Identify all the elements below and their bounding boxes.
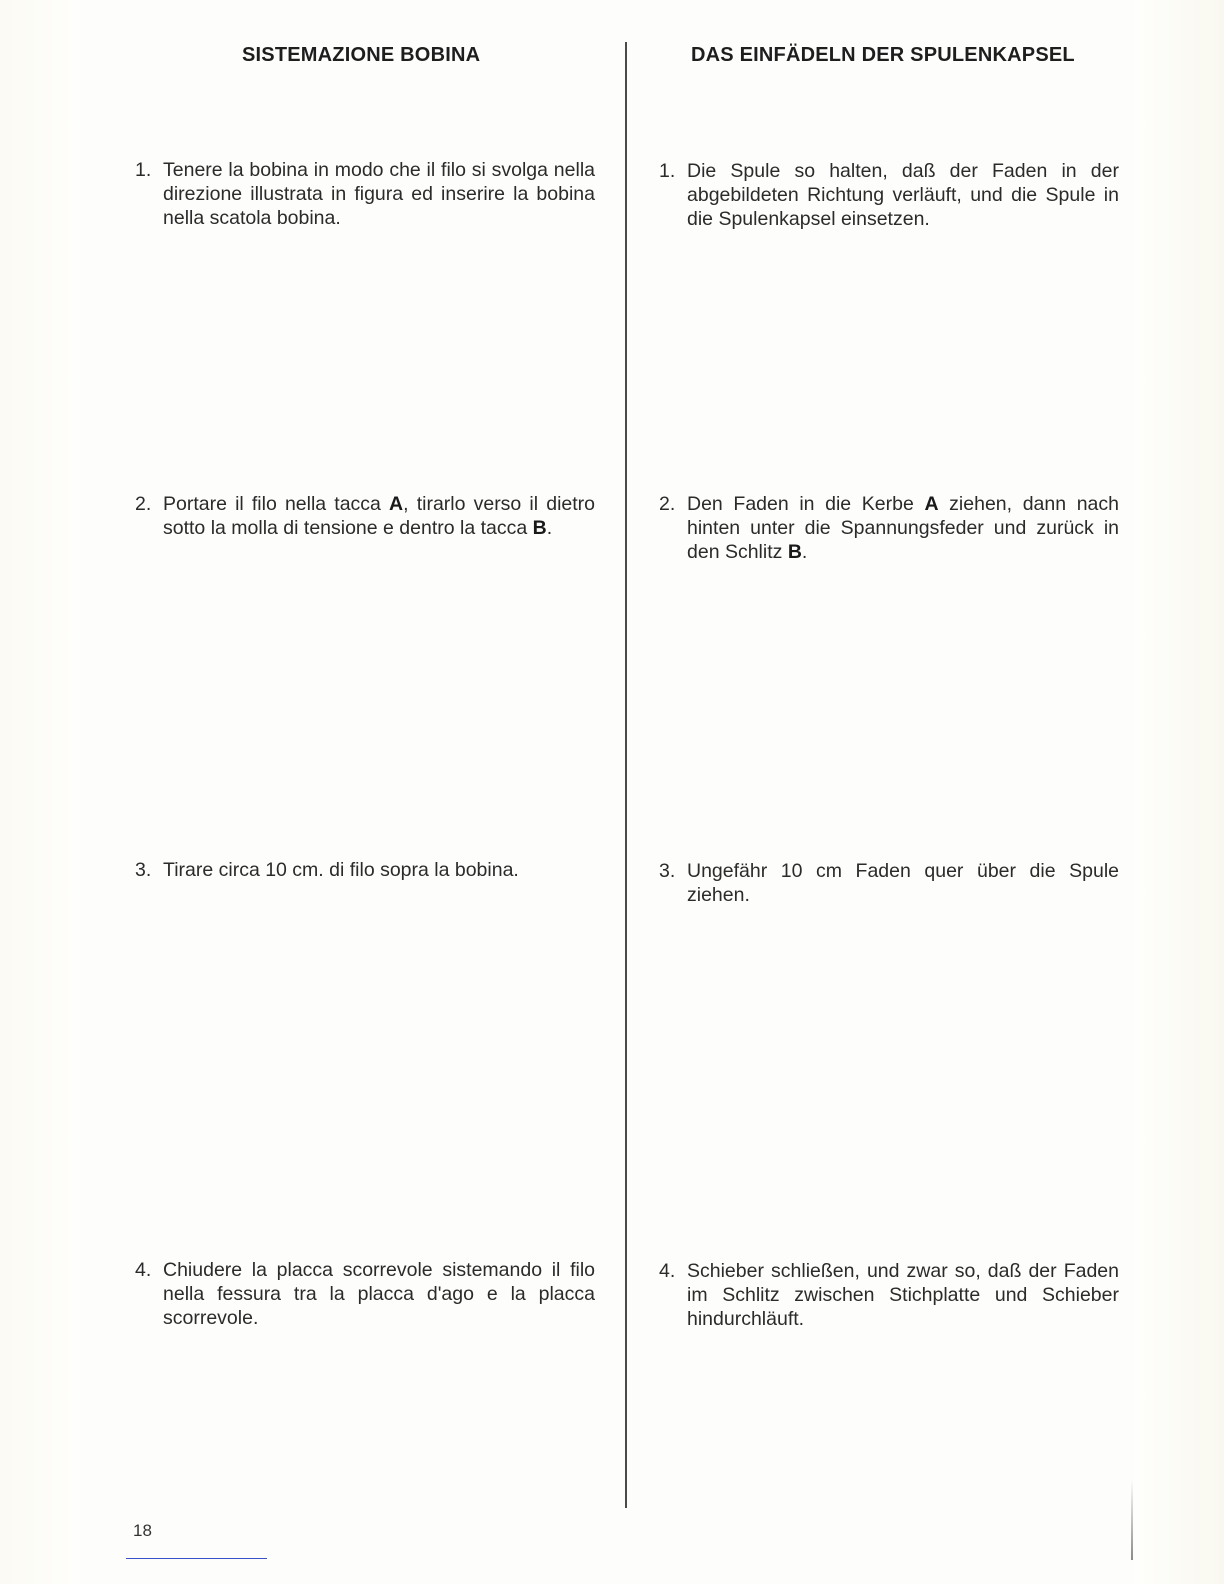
- step-number: 1.: [659, 160, 676, 182]
- italian-step-4: [135, 1258, 595, 1330]
- italian-section-title: SISTEMAZIONE BOBINA: [242, 44, 481, 66]
- german-step-1: [659, 159, 1119, 231]
- step-number: 1.: [135, 159, 152, 181]
- step-number: 2.: [135, 493, 152, 515]
- italian-step-1: [135, 158, 595, 230]
- step-number: 3.: [135, 859, 152, 881]
- italian-step-3: [135, 858, 595, 882]
- step-text: Tirare circa 10 cm. di filo sopra la bobina.: [163, 859, 519, 881]
- german-step-4: [659, 1259, 1119, 1331]
- italian-step-2: [135, 492, 595, 540]
- page-edge-left: [0, 0, 80, 1584]
- page-edge-right: [1134, 0, 1224, 1584]
- step-text: Die Spule so halten, daß der Faden in der abgebildeten Richtung verläuft, und die Spule in die Spulenkapsel einsetzen.: [687, 160, 1119, 230]
- step-text: Chiudere la placca scorrevole sistemando il filo nella fessura tra la placca d'ago e la placca scorrevole.: [163, 1259, 595, 1329]
- german-step-2: [659, 492, 1119, 564]
- step-text: Den Faden in die Kerbe A ziehen, dann nach hinten unter die Spannungsfeder und zurück in den Schlitz B.: [687, 493, 1119, 563]
- german-step-3: [659, 859, 1119, 907]
- page-number: 18: [133, 1521, 152, 1540]
- german-section-title: DAS EINFÄDELN DER SPULENKAPSEL: [691, 44, 1075, 66]
- step-number: 4.: [135, 1259, 152, 1281]
- step-text: Ungefähr 10 cm Faden quer über die Spule ziehen.: [687, 860, 1119, 906]
- step-number: 2.: [659, 493, 676, 515]
- step-number: 4.: [659, 1260, 676, 1282]
- column-divider: [625, 42, 627, 1508]
- step-text: Portare il filo nella tacca A, tirarlo verso il dietro sotto la molla di tensione e dentro la tacca B.: [163, 493, 595, 539]
- scan-artifact: [1131, 1480, 1133, 1560]
- footer-link-underline: [126, 1558, 267, 1559]
- step-text: Schieber schließen, und zwar so, daß der Faden im Schlitz zwischen Stichplatte und Schieber hindurchläuft.: [687, 1260, 1119, 1330]
- step-text: Tenere la bobina in modo che il filo si svolga nella direzione illustrata in figura ed inserire la bobina nella scatola bobina.: [163, 159, 595, 229]
- step-number: 3.: [659, 860, 676, 882]
